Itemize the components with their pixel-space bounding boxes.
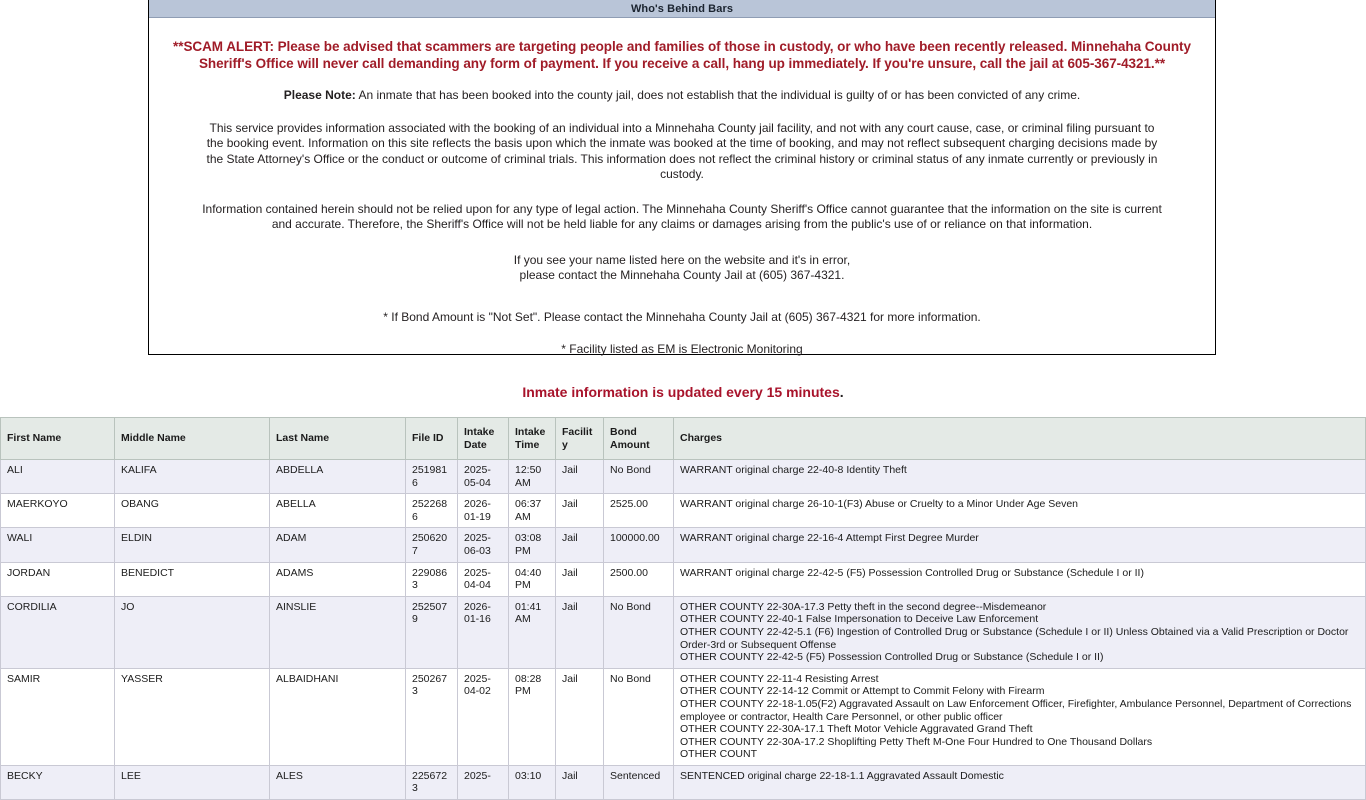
cell-charges (674, 596, 1366, 668)
charge-line: OTHER COUNTY 22-40-1 False Impersonation to Deceive Law Enforcement (680, 613, 1039, 626)
cell-first-name: CORDILIA (1, 596, 115, 668)
cell-first-name: MAERKOYO (1, 494, 115, 528)
cell-middle-name: BENEDICT (115, 562, 270, 596)
cell-file-id: 2522686 (406, 494, 458, 528)
cell-charges (674, 765, 1366, 799)
error-contact-block (157, 253, 1207, 284)
cell-first-name: BECKY (1, 765, 115, 799)
cell-last-name: ALES (270, 765, 406, 799)
column-header-last-name[interactable]: Last Name (270, 418, 406, 460)
cell-file-id: 2502673 (406, 668, 458, 765)
charge-line: OTHER COUNTY 22-30A-17.3 Petty theft in the second degree--Misdemeanor (680, 600, 1047, 613)
table-row[interactable] (1, 668, 1366, 765)
cell-bond-amount: No Bond (604, 460, 674, 494)
liability-paragraph: Information contained herein should not be relied upon for any type of legal action. The Minnehaha County Sheriff's Office cannot guarantee that the information on the site is current and accurate. Therefore, the Sheriff's Office will not be held liable for any claims or damages arising from the public's use of or reliance on that information. (202, 201, 1162, 231)
cell-middle-name: JO (115, 596, 270, 668)
charge-line: WARRANT original charge 22-16-4 Attempt First Degree Murder (680, 532, 979, 545)
cell-intake-time: 03:08 PM (509, 528, 556, 562)
table-row[interactable] (1, 494, 1366, 528)
table-row[interactable] (1, 460, 1366, 494)
charge-line: OTHER COUNTY 22-42-5 (F5) Possession Controlled Drug or Substance (Schedule I or II) (680, 651, 1104, 664)
charge-line: OTHER COUNT (680, 748, 757, 761)
cell-charges (674, 562, 1366, 596)
em-facility-note: * Facility listed as EM is Electronic Monitoring (561, 342, 803, 356)
cell-facility: Jail (556, 562, 604, 596)
table-row[interactable] (1, 765, 1366, 799)
cell-intake-time: 08:28 PM (509, 668, 556, 765)
service-paragraph: This service provides information associated with the booking of an individual into a Minnehaha County jail facility, and not with any court cause, case, or criminal filing pursuant to the booking event. Information on this site reflects the basis upon which the inmate was booked at the time of booking, and may not reflect subsequent charging decisions made by the State Attorney's Office or the conduct or outcome of criminal trials. This information does not reflect the criminal history or criminal status of any inmate currently or previously in custody. (206, 120, 1158, 181)
charge-line: OTHER COUNTY 22-30A-17.1 Theft Motor Vehicle Aggravated Grand Theft (680, 723, 1033, 736)
cell-intake-time: 06:37 AM (509, 494, 556, 528)
scam-alert-text: **SCAM ALERT: Please be advised that scammers are targeting people and families of those in custody, or who have been recently released. Minnehaha County Sheriff's Office will never call demanding any form of payment. If you receive a call, hang up immediately. If you're unsure, call the jail at 605-367-4321.** (173, 39, 1191, 71)
cell-middle-name: ELDIN (115, 528, 270, 562)
charge-line: OTHER COUNTY 22-30A-17.2 Shoplifting Petty Theft M-One Four Hundred to One Thousand Dollars (680, 735, 1153, 748)
cell-facility: Jail (556, 765, 604, 799)
charge-line: WARRANT original charge 22-42-5 (F5) Possession Controlled Drug or Substance (Schedule I or II) (680, 566, 1144, 579)
column-header-first-name[interactable]: First Name (1, 418, 115, 460)
cell-facility: Jail (556, 668, 604, 765)
cell-intake-date: 2025-05-04 (458, 460, 509, 494)
table-row[interactable] (1, 528, 1366, 562)
cell-intake-time: 03:10 (509, 765, 556, 799)
cell-intake-time: 12:50 AM (509, 460, 556, 494)
cell-facility: Jail (556, 494, 604, 528)
charge-line: WARRANT original charge 22-40-8 Identity Theft (680, 464, 907, 476)
charge-line: OTHER COUNTY 22-18-1.05(F2) Aggravated Assault on Law Enforcement Officer, Firefighter, Ambulance Personnel, Department of Corrections employee or contractor, Health Care Personnel, or other public officer (680, 697, 1352, 723)
cell-charges (674, 528, 1366, 562)
cell-last-name: ABDELLA (270, 460, 406, 494)
update-frequency-text: Inmate information is updated every 15 minutes (522, 384, 840, 400)
please-note-label: Please Note: (283, 88, 356, 102)
cell-file-id: 2256723 (406, 765, 458, 799)
cell-intake-date: 2026-01-19 (458, 494, 509, 528)
cell-intake-time: 04:40 PM (509, 562, 556, 596)
charge-line: WARRANT original charge 26-10-1(F3) Abuse or Cruelty to a Minor Under Age Seven (680, 498, 1079, 511)
cell-file-id: 2290863 (406, 562, 458, 596)
cell-intake-date: 2026-01-16 (458, 596, 509, 668)
charge-line: OTHER COUNTY 22-42-5.1 (F6) Ingestion of Controlled Drug or Substance (Schedule I or II) Unless Obtained via a Valid Prescription or Doctor Order-3rd or Subsequent Offense (680, 625, 1349, 651)
cell-bond-amount: No Bond (604, 668, 674, 765)
table-header-row (1, 418, 1366, 460)
cell-middle-name: YASSER (115, 668, 270, 765)
cell-bond-amount: 100000.00 (604, 528, 674, 562)
column-header-facility[interactable]: Facility (556, 418, 604, 460)
cell-last-name: ALBAIDHANI (270, 668, 406, 765)
update-frequency-banner (0, 384, 1366, 400)
cell-intake-date: 2025-04-04 (458, 562, 509, 596)
cell-last-name: ADAM (270, 528, 406, 562)
cell-facility: Jail (556, 528, 604, 562)
cell-bond-amount: 2525.00 (604, 494, 674, 528)
inmate-roster-table (0, 417, 1366, 800)
column-header-charges[interactable]: Charges (674, 418, 1366, 460)
cell-intake-date: 2025-04-02 (458, 668, 509, 765)
cell-middle-name: KALIFA (115, 460, 270, 494)
update-frequency-period: . (839, 384, 844, 400)
cell-intake-time: 01:41 AM (509, 596, 556, 668)
cell-last-name: AINSLIE (270, 596, 406, 668)
cell-bond-amount: No Bond (604, 596, 674, 668)
cell-charges (674, 494, 1366, 528)
panel-title-bar (149, 0, 1215, 18)
cell-first-name: JORDAN (1, 562, 115, 596)
cell-first-name: ALI (1, 460, 115, 494)
cell-last-name: ABELLA (270, 494, 406, 528)
table-row[interactable] (1, 562, 1366, 596)
page-title: Who's Behind Bars (630, 2, 734, 15)
disclaimer-panel (148, 0, 1216, 355)
cell-file-id: 2519816 (406, 460, 458, 494)
cell-facility: Jail (556, 460, 604, 494)
charge-line: SENTENCED original charge 22-18-1.1 Aggravated Assault Domestic (680, 769, 1004, 782)
cell-first-name: SAMIR (1, 668, 115, 765)
charge-line: OTHER COUNTY 22-14-12 Commit or Attempt to Commit Felony with Firearm (680, 685, 1045, 698)
cell-file-id: 2506207 (406, 528, 458, 562)
table-body (1, 460, 1366, 800)
column-header-middle-name[interactable]: Middle Name (115, 418, 270, 460)
table-header (1, 418, 1366, 460)
please-note-text: An inmate that has been booked into the county jail, does not establish that the individual is guilty of or has been convicted of any crime. (355, 88, 1081, 102)
table-row[interactable] (1, 596, 1366, 668)
cell-bond-amount: 2500.00 (604, 562, 674, 596)
cell-bond-amount: Sentenced (604, 765, 674, 799)
cell-facility: Jail (556, 596, 604, 668)
bond-note: * If Bond Amount is "Not Set". Please contact the Minnehaha County Jail at (605) 367-4321 for more information. (383, 309, 981, 324)
cell-intake-date: 2025-06-03 (458, 528, 509, 562)
cell-charges (674, 460, 1366, 494)
cell-charges (674, 668, 1366, 765)
error-contact-line-2: please contact the Minnehaha County Jail at (605) 367-4321. (519, 268, 845, 282)
please-note-paragraph (175, 88, 1189, 104)
cell-middle-name: LEE (115, 765, 270, 799)
cell-intake-date: 2025- (458, 765, 509, 799)
cell-first-name: WALI (1, 528, 115, 562)
column-header-intake-time[interactable]: Intake Time (509, 418, 556, 460)
column-header-intake-date[interactable]: Intake Date (458, 418, 509, 460)
error-contact-line-1: If you see your name listed here on the website and it's in error, (513, 252, 851, 267)
column-header-bond-amount[interactable]: Bond Amount (604, 418, 674, 460)
charge-line: OTHER COUNTY 22-11-4 Resisting Arrest (680, 672, 879, 685)
cell-middle-name: OBANG (115, 494, 270, 528)
disclaimer-body (149, 38, 1215, 358)
column-header-file-id[interactable]: File ID (406, 418, 458, 460)
cell-file-id: 2525079 (406, 596, 458, 668)
cell-last-name: ADAMS (270, 562, 406, 596)
